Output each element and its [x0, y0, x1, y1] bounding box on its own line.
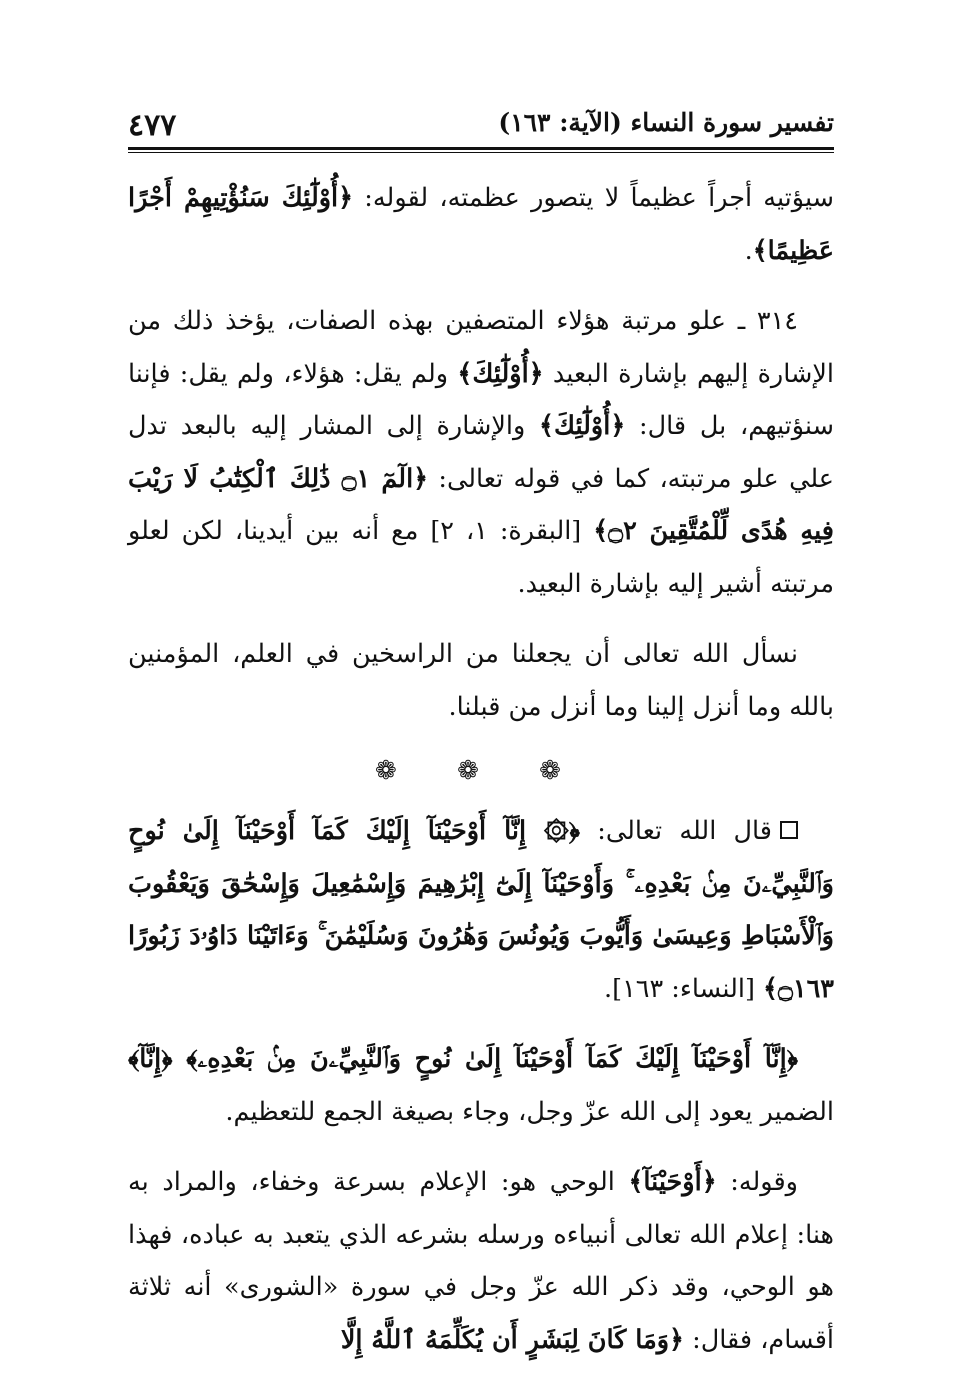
quran-quote: ﴿أُوْلَٰٓئِكَ سَنُؤْتِيهِمْ أَجْرًا عَظِيمًا﴾	[128, 183, 834, 266]
quran-quote: ﴿أُوْلَٰٓئِكَ﴾	[457, 358, 544, 389]
paragraph-text: ولم يقل: هؤلاء، ولم يقل: فإننا سنؤتيهم، بل قال:	[128, 358, 834, 441]
paragraph-text: الضمير يعود إلى الله عزّ وجل، وجاء بصيغة الجمع للتعظيم.	[225, 1096, 834, 1127]
paragraph-text: وقوله:	[716, 1167, 798, 1197]
paragraph-text: سيؤتيه أجراً عظيماً لا يتصور عظمته، لقوله:	[353, 183, 834, 213]
paragraph-text: نسأل الله تعالى أن يجعلنا من الراسخين في العلم، المؤمنين بالله وما أنزل إلينا وما أنزل من قبلنا.	[128, 639, 834, 722]
verse-reference: [النساء: ١٦٣].	[604, 973, 764, 1004]
paragraph-3	[128, 628, 834, 733]
square-bullet-icon	[780, 821, 798, 839]
paragraph-tail: .	[744, 235, 753, 266]
header-rule	[128, 147, 834, 150]
paragraph-5	[128, 1156, 834, 1366]
paragraph-2	[128, 295, 834, 610]
quran-verse: ﴿۞ إِنَّآ أَوْحَيْنَآ إِلَيْكَ كَمَآ أَوْحَيْنَآ إِلَىٰ نُوحٍ وَٱلنَّبِيِّۦنَ مِنۢ بَعْدِهِۦ ۚ وَأَوْحَيْنَآ إِلَىٰٓ إِبْرَٰهِيمَ وَإِسْمَٰعِيلَ وَإِسْحَٰقَ وَيَعْقُوبَ وَٱلْأَسْبَاطِ وَعِيسَىٰ وَأَيُّوبَ وَيُونُسَ وَهَٰرُونَ وَسُلَيْمَٰنَ ۚ وَءَاتَيْنَا دَاوُۥدَ زَبُورًا ۝١٦٣﴾	[128, 816, 834, 1004]
section-separator: ❁ ❁ ❁	[375, 756, 587, 786]
running-title: تفسير سورة النساء (الآية: ١٦٣)	[498, 108, 834, 137]
quran-quote: ﴿أُوْلَٰٓئِكَ﴾	[539, 411, 626, 441]
header-rule-thin	[128, 152, 834, 153]
quran-quote: ﴿الٓمٓ ۝١ ذَٰلِكَ ٱلْكِتَٰبُ لَا رَيْبَ فِيهِ هُدًى لِّلْمُتَّقِينَ ۝٢﴾	[128, 463, 834, 546]
quran-quote: ﴿وَمَا كَانَ لِبَشَرٍ أَن يُكَلِّمَهُ ٱللَّهُ إِلَّا	[340, 1324, 684, 1355]
verse-block	[128, 805, 834, 1015]
page-header	[128, 108, 834, 148]
quran-quote: ﴿إِنَّآ أَوْحَيْنَآ إِلَيْكَ كَمَآ أَوْحَيْنَآ إِلَىٰ نُوحٍ وَٱلنَّبِيِّۦنَ مِنۢ بَعْدِهِۦ﴾	[186, 1044, 798, 1074]
quran-quote: ﴿إِنَّآ﴾	[128, 1044, 187, 1074]
paragraph-text: ٣١٤ ـ علو مرتبة هؤلاء المتصفين بهذه الصفات، يؤخذ ذلك من الإشارة إليهم بإشارة البعيد	[128, 306, 835, 389]
verse-intro: قال الله تعالى:	[580, 816, 772, 846]
paragraph-text: والإشارة إلى المشار إليه بالبعد تدل علي علو مرتبته، كما في قوله تعالى:	[128, 411, 834, 494]
paragraph-text: [البقرة: ١، ٢] مع أنه بين أيدينا، لكن لعلو مرتبته أشير إليه بإشارة البعيد.	[128, 516, 834, 599]
quran-quote: ﴿أَوْحَيْنَآ﴾	[628, 1167, 717, 1197]
paragraph-text: الوحي هو: الإعلام بسرعة وخفاء، والمراد به هنا: إعلام الله تعالى أنبياءه ورسله بشرعه الذي يتعبد به عباده، فهذا هو الوحي، وقد ذكر الله عزّ وجل في سورة «الشورى» أنه ثلاثة أقسام، فقال:	[128, 1167, 834, 1355]
page-number: ٤٧٧	[128, 108, 177, 143]
page-body	[128, 172, 834, 1384]
paragraph-4	[128, 1033, 834, 1138]
paragraph-1	[128, 172, 834, 277]
